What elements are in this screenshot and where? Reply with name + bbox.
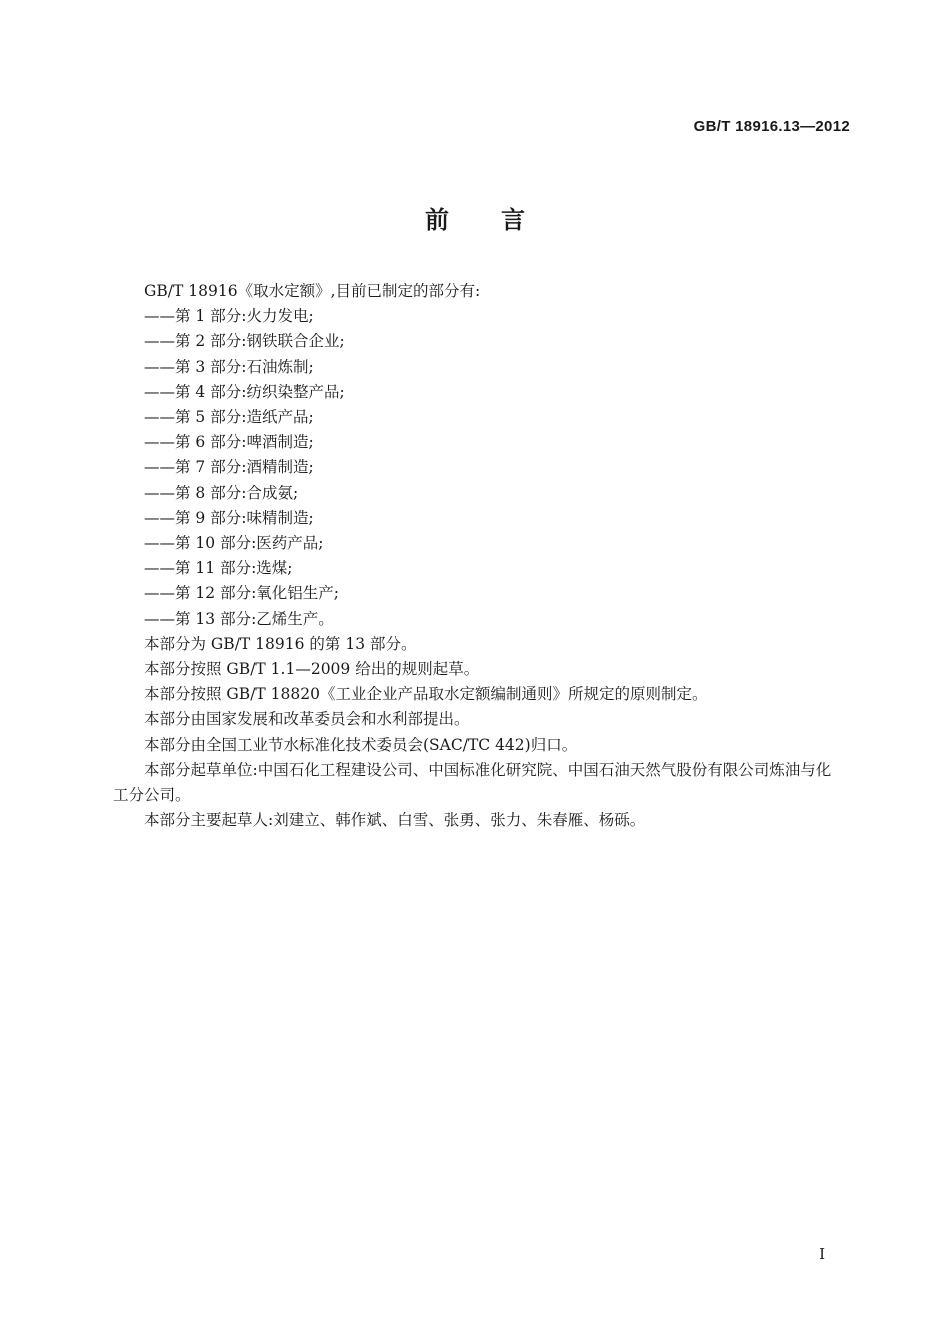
list-item: ——第 5 部分:造纸产品; — [144, 408, 314, 427]
list-item: ——第 1 部分:火力发电; — [144, 307, 314, 326]
list-item: ——第 11 部分:选煤; — [144, 559, 293, 578]
page-title: 前言 — [425, 206, 577, 234]
standard-number: GB/T 18916.13—2012 — [693, 118, 850, 135]
list-item: ——第 3 部分:石油炼制; — [144, 357, 314, 376]
parts-list — [113, 304, 839, 632]
list-item: ——第 7 部分:酒精制造; — [144, 458, 314, 477]
paragraph-drafting-rules: 本部分按照 GB/T 1.1—2009 给出的规则起草。 — [144, 660, 480, 679]
list-item: ——第 4 部分:纺织染整产品; — [144, 382, 345, 401]
list-item: ——第 12 部分:氧化铝生产; — [144, 584, 340, 603]
paragraph-principles: 本部分按照 GB/T 18820《工业企业产品取水定额编制通则》所规定的原则制定。 — [144, 685, 708, 704]
list-item: ——第 9 部分:味精制造; — [144, 508, 314, 527]
paragraph-administered-by: 本部分由全国工业节水标准化技术委员会(SAC/TC 442)归口。 — [144, 735, 578, 754]
list-item: ——第 8 部分:合成氨; — [144, 483, 299, 502]
intro-paragraph: GB/T 18916《取水定额》,目前已制定的部分有: — [144, 282, 481, 300]
page-number: I — [819, 1245, 825, 1263]
list-item: ——第 10 部分:医药产品; — [144, 534, 324, 553]
paragraph-proposed-by: 本部分由国家发展和改革委员会和水利部提出。 — [144, 710, 470, 729]
document-body — [113, 279, 839, 833]
paragraph-drafters: 本部分主要起草人:刘建立、韩作斌、白雪、张勇、张力、朱春雁、杨砾。 — [144, 811, 646, 830]
list-item: ——第 13 部分:乙烯生产。 — [144, 609, 334, 628]
list-item: ——第 6 部分:啤酒制造; — [144, 433, 314, 452]
paragraph-part-number: 本部分为 GB/T 18916 的第 13 部分。 — [144, 634, 417, 653]
paragraph-drafting-units: 本部分起草单位:中国石化工程建设公司、中国标准化研究院、中国石油天然气股份有限公司炼油与化工分公司。 — [113, 760, 832, 805]
list-item: ——第 2 部分:钢铁联合企业; — [144, 332, 345, 351]
